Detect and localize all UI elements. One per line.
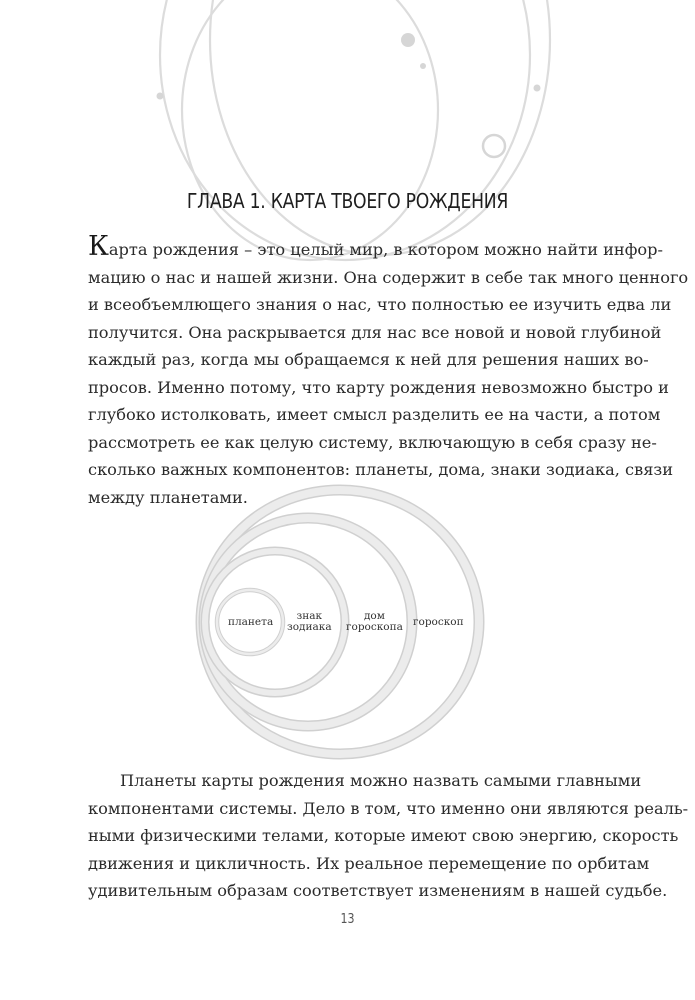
planet-dot-icon — [420, 63, 426, 69]
planet-dot-icon — [157, 93, 164, 100]
paragraph-planets — [88, 767, 689, 905]
text-line: каждый раз, когда мы обращаемся к ней для решения наших во- — [88, 350, 649, 369]
nested-circles-diagram — [190, 470, 520, 760]
text-line: глубоко истолковать, имеет смысл разделить ее на части, а потом — [88, 405, 661, 424]
text-line: между планетами. — [88, 487, 248, 507]
text-line: и всеобъемлющего знания о нас, что полностью ее изучить едва ли — [88, 295, 672, 314]
text-line: компонентами системы. Дело в том, что именно они являются реаль- — [88, 798, 689, 818]
text-line: мацию о нас и нашей жизни. Она содержит в себе так много ценного — [88, 267, 689, 287]
text-line: сколько важных компонентов: планеты, дома, знаки зодиака, связи — [88, 460, 674, 479]
chapter-title: ГЛАВА 1. КАРТА ТВОЕГО РОЖДЕНИЯ — [186, 189, 509, 214]
text-line: Карта рождения – это целый мир, в котором можно найти инфор- — [88, 231, 663, 262]
text-line: удивительным образам соответствует изменениям в нашей судьбе. — [88, 881, 668, 900]
label-zodiac-sign: знак зодиака — [287, 610, 332, 633]
label-horoscope: гороскоп — [413, 616, 464, 628]
label-planet: планета — [228, 616, 274, 628]
planet-dot-icon — [401, 33, 415, 47]
text-line: рассмотреть ее как целую систему, включающую в себя сразу не- — [88, 432, 657, 452]
label-house: дом гороскопа — [346, 610, 403, 633]
text-line: движения и цикличность. Их реальное перемещение по орбитам — [88, 853, 650, 873]
planet-ring-icon — [483, 135, 505, 157]
text-line: Планеты карты рождения можно назвать самыми главными — [120, 771, 642, 790]
text-line: получится. Она раскрывается для нас все новой и новой глубиной — [88, 322, 662, 342]
drop-cap: К — [88, 231, 109, 262]
page-number: 13 — [340, 912, 355, 927]
text-line: ными физическими телами, которые имеют свою энергию, скорость — [88, 826, 679, 845]
planet-dot-icon — [534, 85, 541, 92]
text-line: просов. Именно потому, что карту рождения невозможно быстро и — [88, 377, 669, 397]
